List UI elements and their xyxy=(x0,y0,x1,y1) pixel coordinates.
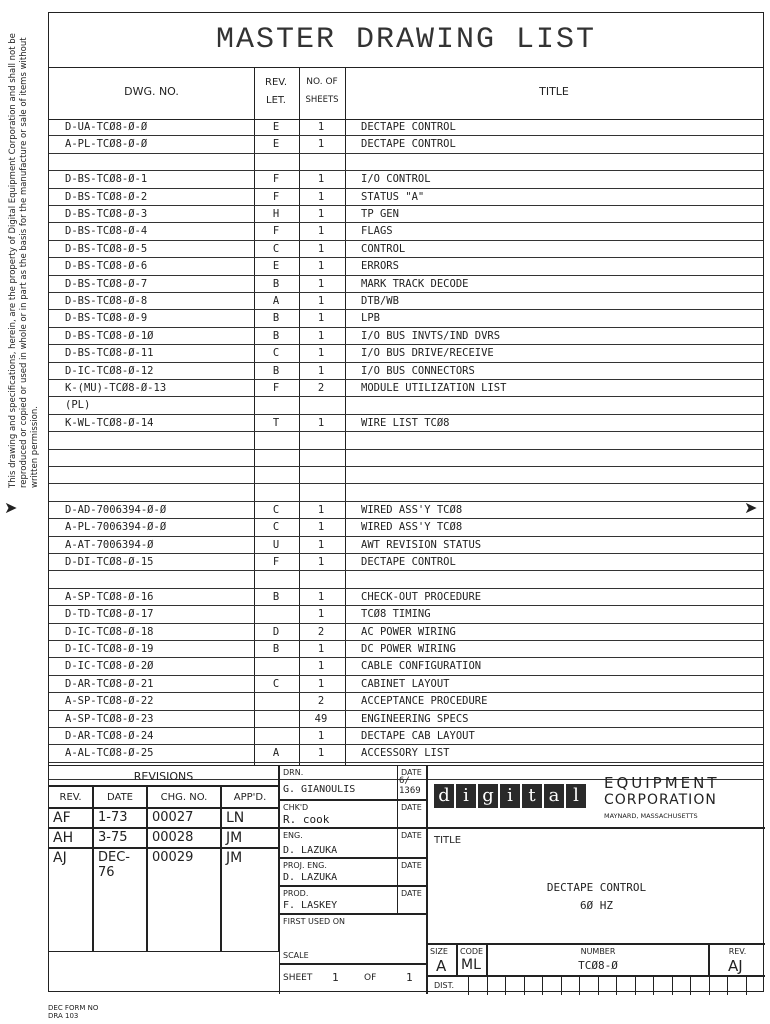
prod-label: PROD. xyxy=(283,889,309,898)
revision-rev: AJ xyxy=(53,850,67,866)
code-cell xyxy=(457,944,487,976)
sheet-count: 1 xyxy=(317,643,325,655)
sheet-count: 1 xyxy=(317,416,325,429)
drawing-title: I/O BUS CONNECTORS xyxy=(361,364,475,377)
table-row xyxy=(49,519,763,536)
sheet-count: 1 xyxy=(317,242,325,255)
code-label: CODE xyxy=(460,947,484,956)
revision-appd: LN xyxy=(226,810,245,826)
rev-letter: B xyxy=(272,364,280,377)
title-line2: 6Ø HZ xyxy=(579,899,614,912)
drawing-title: TCØ8 TIMING xyxy=(361,608,431,621)
logo-letter: i xyxy=(456,784,476,808)
dwg-number: A-AT-7006394-Ø xyxy=(65,538,154,551)
sheet-count: 1 xyxy=(317,590,325,603)
size-label: SIZE xyxy=(430,947,448,956)
drawing-title: CABINET LAYOUT xyxy=(361,677,450,690)
drawing-title: STATUS "A" xyxy=(361,190,425,203)
revisions-cell xyxy=(221,808,279,828)
rev-letter: B xyxy=(272,312,280,325)
revisions-cell xyxy=(221,848,279,952)
drawing-title: CHECK-OUT PROCEDURE xyxy=(361,590,482,603)
logo-letter: g xyxy=(478,784,498,808)
dwg-number: D-BS-TCØ8-Ø-8 xyxy=(65,295,148,307)
rev-cell xyxy=(709,944,765,976)
revisions-column-header xyxy=(221,786,279,808)
drn-value: G. GIANOULIS xyxy=(283,784,356,795)
rev-letter: C xyxy=(272,242,280,255)
rev-letter: F xyxy=(272,556,280,568)
dist-grid-line xyxy=(616,977,617,995)
table-row xyxy=(49,223,763,240)
table-row xyxy=(49,450,763,467)
dwg-number: D-AR-TCØ8-Ø-24 xyxy=(65,730,154,742)
dist-grid-line xyxy=(524,977,525,995)
sheet-count: 1 xyxy=(317,556,325,568)
dist-grid-line xyxy=(561,977,562,995)
drawing-title: DECTAPE CONTROL xyxy=(361,556,456,568)
registration-arrow-left-icon: ➤ xyxy=(4,498,18,517)
rev-letter: A xyxy=(272,747,280,760)
table-row xyxy=(49,310,763,327)
rev-letter: B xyxy=(272,329,280,342)
sheet-count: 1 xyxy=(317,225,325,238)
drawing-title: AWT REVISION STATUS xyxy=(361,538,482,551)
sheet-count: 1 xyxy=(317,208,325,220)
chkd-value: R. cook xyxy=(283,813,330,826)
dwg-number: A-PL-TCØ8-Ø-Ø xyxy=(65,138,148,151)
table-row xyxy=(49,380,763,397)
table-row xyxy=(49,571,763,588)
sheet-cell xyxy=(279,964,427,994)
sheet-count: 1 xyxy=(317,312,325,325)
dwg-number: D-AD-7006394-Ø-Ø xyxy=(65,503,167,516)
logo-letter: a xyxy=(544,784,564,808)
sheet-count: 1 xyxy=(317,538,325,551)
table-row xyxy=(49,258,763,275)
drawing-title-cell xyxy=(427,828,765,944)
company-location: MAYNARD, MASSACHUSETTS xyxy=(604,812,698,820)
drawing-title: ENGINEERING SPECS xyxy=(361,712,469,725)
dwg-number: A-SP-TCØ8-Ø-22 xyxy=(65,695,154,708)
sheet-count: 2 xyxy=(317,382,325,394)
rev-letter: F xyxy=(272,190,280,203)
proj-date-cell xyxy=(397,858,427,886)
company-cell xyxy=(427,766,765,828)
dwg-number: A-SP-TCØ8-Ø-16 xyxy=(65,590,154,603)
table-row xyxy=(49,119,763,136)
of-value: 1 xyxy=(406,971,413,984)
revisions-column-header xyxy=(93,786,147,808)
dwg-number: D-BS-TCØ8-Ø-1 xyxy=(65,173,148,186)
table-row xyxy=(49,363,763,380)
table-row xyxy=(49,589,763,606)
proj-label: PROJ. ENG. xyxy=(283,861,327,870)
drn-label: DRN. xyxy=(283,768,304,777)
eng-label: ENG. xyxy=(283,831,303,840)
rev-label: REV. xyxy=(728,947,747,956)
sheet-count: 1 xyxy=(317,503,325,516)
rev-letter: U xyxy=(272,538,280,551)
sheet-count: 1 xyxy=(317,138,325,151)
revisions-column-header xyxy=(49,786,93,808)
sheet-count: 1 xyxy=(317,277,325,290)
sheet-count: 1 xyxy=(317,747,325,760)
revision-appd: JM xyxy=(226,850,243,866)
table-row xyxy=(49,432,763,449)
table-row xyxy=(49,136,763,153)
dwg-number: D-BS-TCØ8-Ø-4 xyxy=(65,225,148,238)
of-label: OF xyxy=(364,973,377,983)
scale-label: SCALE xyxy=(283,951,309,960)
revisions-cell xyxy=(49,808,93,828)
drawing-title: I/O CONTROL xyxy=(361,173,431,186)
sheet-count: 1 xyxy=(317,260,325,273)
title-line1: DECTAPE CONTROL xyxy=(546,881,647,894)
property-notice-text: This drawing and specifications, herein, are the property of Digital Equipment Corporation and shall not be reproduced or copied or used in whole or in part as the basis for the manufacture or sale of items without written permission. xyxy=(8,33,40,488)
rev-value: AJ xyxy=(728,957,743,975)
revision-chg: 00027 xyxy=(152,810,194,825)
drawing-title: DC POWER WIRING xyxy=(361,643,456,655)
prod-value: F. LASKEY xyxy=(283,900,338,911)
dwg-number: D-DI-TCØ8-Ø-15 xyxy=(65,556,154,568)
revision-date: DEC-76 xyxy=(98,850,130,880)
revisions-column-label: APP'D. xyxy=(233,792,267,803)
sheet-value: 1 xyxy=(332,971,339,984)
eng-value: D. LAZUKA xyxy=(283,845,338,856)
table-row xyxy=(49,276,763,293)
drawing-title: WIRED ASS'Y TCØ8 xyxy=(361,503,463,516)
revisions-column-label: DATE xyxy=(106,792,133,803)
logo-letter: l xyxy=(566,784,586,808)
drn-date-value: 6/ 1369 xyxy=(399,776,421,796)
sheet-count: 1 xyxy=(317,660,325,673)
dwg-number: D-BS-TCØ8-Ø-2 xyxy=(65,190,148,203)
table-row xyxy=(49,171,763,188)
header-sheets-2: SHEETS xyxy=(305,95,339,105)
drawing-title: LPB xyxy=(361,312,380,325)
drn-date-cell xyxy=(397,766,427,800)
drawing-title: CABLE CONFIGURATION xyxy=(361,660,482,673)
company-name-line1: EQUIPMENT xyxy=(604,774,720,792)
dwg-number: A-PL-7006394-Ø-Ø xyxy=(65,521,167,534)
dist-grid-line xyxy=(635,977,636,995)
dwg-number: D-BS-TCØ8-Ø-5 xyxy=(65,242,148,255)
dist-grid-line xyxy=(487,977,488,995)
table-row xyxy=(49,711,763,728)
size-value: A xyxy=(436,957,447,975)
dwg-number: D-BS-TCØ8-Ø-6 xyxy=(65,260,148,273)
drawing-title: AC POWER WIRING xyxy=(361,625,456,638)
drawing-title: DECTAPE CONTROL xyxy=(361,121,456,133)
drawing-title: ACCEPTANCE PROCEDURE xyxy=(361,695,488,708)
table-row xyxy=(49,624,763,641)
sheet-count: 1 xyxy=(317,190,325,203)
logo-letter: d xyxy=(434,784,454,808)
drn-date-label: DATE xyxy=(401,768,422,777)
dist-grid-line xyxy=(579,977,580,995)
drawing-title: WIRE LIST TCØ8 xyxy=(361,416,450,429)
table-row xyxy=(49,484,763,501)
dwg-number: D-BS-TCØ8-Ø-7 xyxy=(65,277,148,290)
sheet-count: 49 xyxy=(314,712,328,725)
dist-grid-line xyxy=(653,977,654,995)
rev-letter: E xyxy=(272,260,280,273)
dist-cell xyxy=(427,976,765,994)
table-row xyxy=(49,206,763,223)
dwg-number: D-UA-TCØ8-Ø-Ø xyxy=(65,121,148,133)
header-dwg-no: DWG. NO. xyxy=(124,85,179,98)
table-row xyxy=(49,345,763,362)
revisions-column-label: REV. xyxy=(59,792,82,803)
revision-chg: 00029 xyxy=(152,850,194,865)
drawing-title: MODULE UTILIZATION LIST xyxy=(361,382,507,394)
dwg-number: D-IC-TCØ8-Ø-19 xyxy=(65,643,154,655)
logo-letter: i xyxy=(500,784,520,808)
chkd-date-cell xyxy=(397,800,427,828)
dist-grid-line xyxy=(690,977,691,995)
revisions-cell xyxy=(93,848,147,952)
drawing-title: DECTAPE CONTROL xyxy=(361,138,456,151)
revisions-cell xyxy=(93,808,147,828)
revisions-cell xyxy=(49,828,93,848)
rev-letter: C xyxy=(272,677,280,690)
first-used-cell xyxy=(279,914,427,964)
revisions-cell xyxy=(147,848,221,952)
sheet-count: 1 xyxy=(317,364,325,377)
sheet-count: 1 xyxy=(317,521,325,534)
code-value: ML xyxy=(461,957,481,973)
revisions-cell xyxy=(221,828,279,848)
form-number-line2: DRA 103 xyxy=(48,1012,79,1020)
dwg-number: D-IC-TCØ8-Ø-18 xyxy=(65,625,154,638)
dwg-number: D-TD-TCØ8-Ø-17 xyxy=(65,608,154,621)
revision-rev: AH xyxy=(53,830,74,846)
sheet-count: 1 xyxy=(317,677,325,690)
prod-date-cell xyxy=(397,886,427,914)
sheet-count: 1 xyxy=(317,295,325,307)
table-row xyxy=(49,658,763,675)
table-row xyxy=(49,397,763,414)
sheet-count: 1 xyxy=(317,730,325,742)
prod-date-label: DATE xyxy=(401,889,422,898)
dwg-number: D-IC-TCØ8-Ø-2Ø xyxy=(65,660,154,673)
sheet-count: 2 xyxy=(317,625,325,638)
table-row xyxy=(49,693,763,710)
dwg-number: K-(MU)-TCØ8-Ø-13 xyxy=(65,382,167,394)
number-cell xyxy=(487,944,709,976)
title-band xyxy=(49,13,763,68)
rev-letter: B xyxy=(272,277,280,290)
dwg-number: D-BS-TCØ8-Ø-3 xyxy=(65,208,148,220)
table-row xyxy=(49,189,763,206)
rev-letter: B xyxy=(272,643,280,655)
dist-grid-line xyxy=(709,977,710,995)
rev-letter: F xyxy=(272,173,280,186)
rev-letter: E xyxy=(272,121,280,133)
registration-arrow-right-icon: ➤ xyxy=(744,498,758,517)
dwg-number: D-IC-TCØ8-Ø-12 xyxy=(65,364,154,377)
form-number-line1: DEC FORM NO xyxy=(48,1004,99,1012)
rev-letter: E xyxy=(272,138,280,151)
dwg-number: D-BS-TCØ8-Ø-11 xyxy=(65,347,154,360)
rev-letter: F xyxy=(272,382,280,394)
sheet-label: SHEET xyxy=(283,973,313,983)
rev-letter: D xyxy=(272,625,280,638)
revisions-cell xyxy=(93,828,147,848)
first-used-label: FIRST USED ON xyxy=(283,917,345,926)
revision-date: 3-75 xyxy=(98,830,128,845)
size-cell xyxy=(427,944,457,976)
dist-grid-line xyxy=(468,977,469,995)
drawing-title: TP GEN xyxy=(361,208,399,220)
table-header xyxy=(49,67,763,120)
number-value: TCØ8-Ø xyxy=(578,959,618,972)
drawing-title: I/O BUS INVTS/IND DVRS xyxy=(361,329,501,342)
dist-grid-line xyxy=(672,977,673,995)
table-row xyxy=(49,606,763,623)
dist-grid-line xyxy=(746,977,747,995)
rev-letter: C xyxy=(272,347,280,360)
table-row xyxy=(49,676,763,693)
eng-date-cell xyxy=(397,828,427,858)
table-row xyxy=(49,554,763,571)
property-notice xyxy=(6,20,46,490)
rev-letter: T xyxy=(272,416,280,429)
sheet-count: 1 xyxy=(317,347,325,360)
revision-date: 1-73 xyxy=(98,810,128,825)
dwg-number: A-AL-TCØ8-Ø-25 xyxy=(65,747,154,760)
table-row xyxy=(49,745,763,762)
table-row xyxy=(49,537,763,554)
revisions-cell xyxy=(147,808,221,828)
sheet-count: 1 xyxy=(317,608,325,621)
title-label: TITLE xyxy=(434,835,462,846)
company-name-line2: CORPORATION xyxy=(604,792,717,808)
page-title: MASTER DRAWING LIST xyxy=(215,23,597,57)
table-row xyxy=(49,641,763,658)
revisions-heading: REVISIONS xyxy=(133,770,194,783)
drawing-title: WIRED ASS'Y TCØ8 xyxy=(361,521,463,534)
dist-label: DIST. xyxy=(434,981,455,990)
dwg-number: K-WL-TCØ8-Ø-14 xyxy=(65,416,154,429)
table-row xyxy=(49,293,763,310)
table-row xyxy=(49,154,763,171)
rev-letter: C xyxy=(272,503,280,516)
drawing-sheet xyxy=(48,12,764,992)
revisions-column-header xyxy=(147,786,221,808)
dist-grid-line xyxy=(505,977,506,995)
revisions-cell xyxy=(49,848,93,952)
drawing-title: DTB/WB xyxy=(361,295,399,307)
header-sheets-1: NO. OF xyxy=(306,77,338,87)
chkd-date-label: DATE xyxy=(401,803,422,812)
revision-appd: JM xyxy=(226,830,243,846)
drawing-title: MARK TRACK DECODE xyxy=(361,277,469,290)
sheet-count: 1 xyxy=(317,329,325,342)
dwg-number: D-BS-TCØ8-Ø-1Ø xyxy=(65,329,154,342)
drawing-title: ERRORS xyxy=(361,260,399,273)
revisions-cell xyxy=(147,828,221,848)
header-rev-1: REV. xyxy=(265,77,287,88)
header-title: TITLE xyxy=(539,85,569,98)
rev-letter: B xyxy=(272,590,280,603)
revision-chg: 00028 xyxy=(152,830,194,845)
revisions-heading-cell xyxy=(49,766,279,786)
table-row xyxy=(49,328,763,345)
eng-date-label: DATE xyxy=(401,831,422,840)
dwg-number: A-SP-TCØ8-Ø-23 xyxy=(65,712,154,725)
revision-rev: AF xyxy=(53,810,71,826)
drawing-title: CONTROL xyxy=(361,242,406,255)
proj-value: D. LAZUKA xyxy=(283,872,338,883)
dwg-number: (PL) xyxy=(65,399,91,412)
sheet-count: 1 xyxy=(317,121,325,133)
drawing-title: DECTAPE CAB LAYOUT xyxy=(361,730,475,742)
rev-letter: C xyxy=(272,521,280,534)
header-rev-2: LET. xyxy=(266,95,286,106)
sheet-count: 2 xyxy=(317,695,325,708)
drawing-title: I/O BUS DRIVE/RECEIVE xyxy=(361,347,494,360)
drawing-title: ACCESSORY LIST xyxy=(361,747,450,760)
dwg-number: D-AR-TCØ8-Ø-21 xyxy=(65,677,154,690)
number-label: NUMBER xyxy=(580,947,616,956)
table-row xyxy=(49,728,763,745)
title-block xyxy=(49,765,763,994)
table-row xyxy=(49,415,763,432)
dist-grid-line xyxy=(542,977,543,995)
logo-letter: t xyxy=(522,784,542,808)
revisions-column-label: CHG. NO. xyxy=(160,792,208,803)
dwg-number: D-BS-TCØ8-Ø-9 xyxy=(65,312,148,325)
dist-grid-line xyxy=(727,977,728,995)
rev-letter: F xyxy=(272,225,280,238)
dist-grid-line xyxy=(598,977,599,995)
table-row xyxy=(49,467,763,484)
rev-letter: A xyxy=(272,295,280,307)
table-row xyxy=(49,241,763,258)
table-row xyxy=(49,502,763,519)
sheet-count: 1 xyxy=(317,173,325,186)
proj-date-label: DATE xyxy=(401,861,422,870)
drawing-title: FLAGS xyxy=(361,225,393,238)
chkd-label: CHK'D xyxy=(283,803,309,812)
rev-letter: H xyxy=(272,208,280,220)
